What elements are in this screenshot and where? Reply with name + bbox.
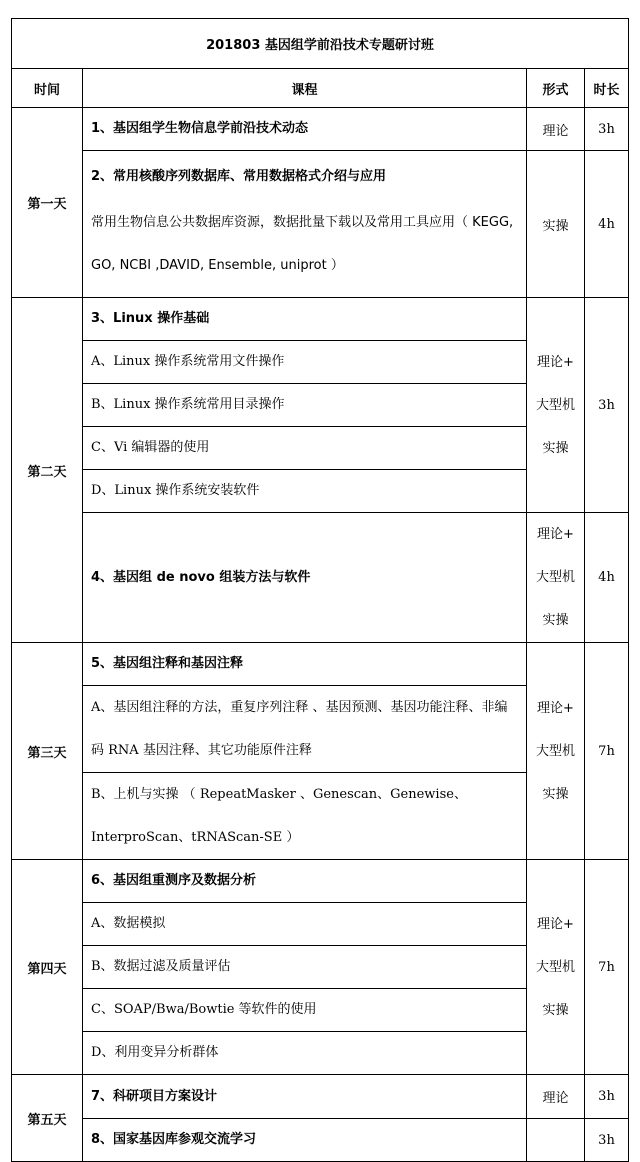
format-line: 理论+ (537, 354, 574, 370)
course-6-duration: 7h (585, 860, 629, 1075)
course-1-format: 理论 (527, 108, 585, 151)
course-7-title: 7、科研项目方案设计 (83, 1075, 527, 1119)
table-title: 201803 基因组学前沿技术专题研讨班 (12, 19, 629, 69)
course-2-detail: 常用生物信息公共数据库资源，数据批量下载以及常用工具应用（ KEGG, GO, NCBI ,DAVID, Ensemble, uniprot ） (91, 215, 514, 273)
course-3-duration: 3h (585, 298, 629, 513)
header-duration: 时长 (585, 69, 629, 108)
day-3-label: 第三天 (12, 643, 83, 860)
schedule-table (11, 18, 629, 1162)
format-line: 实操 (542, 1002, 569, 1018)
course-3-title: 3、Linux 操作基础 (83, 298, 527, 341)
course-5-item: B、上机与实操 （ RepeatMasker 、Genescan、Genewise、 InterproScan、tRNAScan-SE ） (83, 773, 527, 860)
course-4-duration: 4h (585, 513, 629, 643)
course-6-format (527, 860, 585, 1075)
day-2-label: 第二天 (12, 298, 83, 643)
course-6-item: A、数据模拟 (83, 903, 527, 946)
course-6-item: D、利用变异分析群体 (83, 1032, 527, 1075)
format-line: 大型机 (535, 397, 575, 413)
course-2-duration: 4h (585, 151, 629, 298)
format-line: 实操 (542, 440, 569, 456)
format-line: 实操 (542, 786, 569, 802)
format-line: 大型机 (535, 743, 575, 759)
day-1-label: 第一天 (12, 108, 83, 298)
course-4-format (527, 513, 585, 643)
day-4-label: 第四天 (12, 860, 83, 1075)
format-line: 实操 (542, 613, 569, 628)
course-2-format: 实操 (527, 151, 585, 298)
course-3-item: C、Vi 编辑器的使用 (83, 427, 527, 470)
course-4-title: 4、基因组 de novo 组装方法与软件 (83, 513, 527, 643)
course-3-format (527, 298, 585, 513)
course-5-duration: 7h (585, 643, 629, 860)
course-7-format: 理论 (527, 1075, 585, 1119)
header-time: 时间 (12, 69, 83, 108)
course-5-item: A、基因组注释的方法，重复序列注释 、基因预测、基因功能注释、非编码 RNA 基因注释、其它功能原件注释 (83, 686, 527, 773)
course-2-cell (83, 151, 527, 298)
course-6-item: B、数据过滤及质量评估 (83, 946, 527, 989)
course-8-format (527, 1119, 585, 1162)
course-8-duration: 3h (585, 1119, 629, 1162)
course-2-title: 2、常用核酸序列数据库、常用数据格式介绍与应用 (91, 169, 387, 184)
header-course: 课程 (83, 69, 527, 108)
course-3-item: B、Linux 操作系统常用目录操作 (83, 384, 527, 427)
format-line: 大型机 (535, 959, 575, 975)
day-5-label: 第五天 (12, 1075, 83, 1162)
format-line: 理论+ (537, 527, 574, 542)
format-line: 理论+ (537, 916, 574, 932)
course-5-format (527, 643, 585, 860)
course-1-title: 1、基因组学生物信息学前沿技术动态 (83, 108, 527, 151)
course-7-duration: 3h (585, 1075, 629, 1119)
format-line: 理论+ (537, 700, 574, 716)
course-6-title: 6、基因组重测序及数据分析 (83, 860, 527, 903)
course-3-item: D、Linux 操作系统安装软件 (83, 470, 527, 513)
course-8-title: 8、国家基因库参观交流学习 (83, 1119, 527, 1162)
course-6-item: C、SOAP/Bwa/Bowtie 等软件的使用 (83, 989, 527, 1032)
course-3-item: A、Linux 操作系统常用文件操作 (83, 341, 527, 384)
format-line: 大型机 (535, 570, 575, 585)
course-5-title: 5、基因组注释和基因注释 (83, 643, 527, 686)
course-1-duration: 3h (585, 108, 629, 151)
header-format: 形式 (527, 69, 585, 108)
